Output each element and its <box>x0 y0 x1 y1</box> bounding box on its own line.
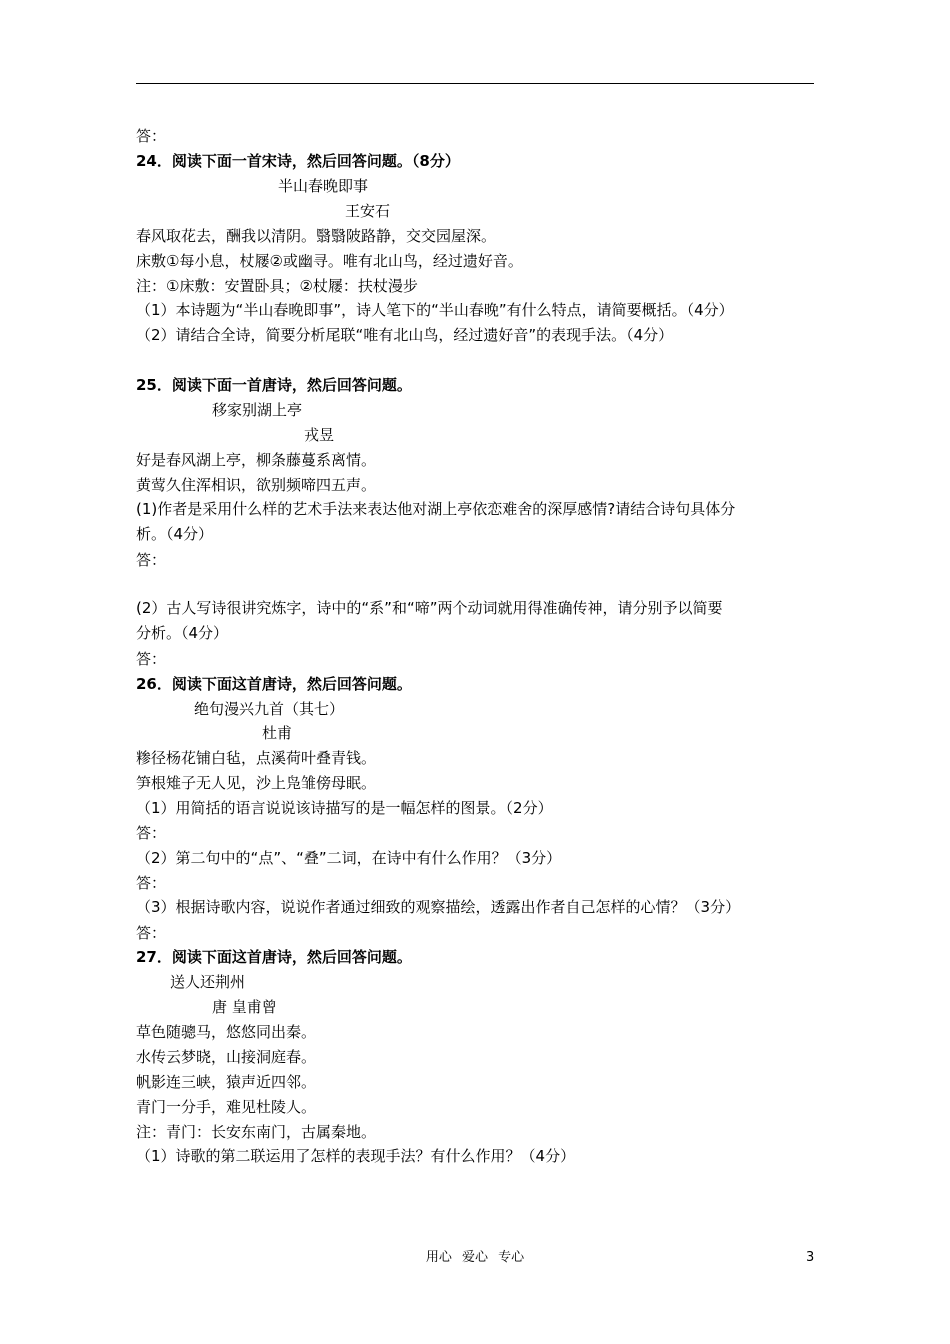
poem-27-line-4: 青门一分手，难见杜陵人。 <box>136 1098 317 1116</box>
poem-25-title: 移家别湖上亭 <box>212 401 303 419</box>
question-26-3: （3）根据诗歌内容，说说作者通过细致的观察描绘，透露出作者自己怎样的心情？（3分） <box>136 898 741 916</box>
answer-label: 答： <box>136 127 167 145</box>
poem-26-line-2: 笋根雉子无人见，沙上凫雏傍母眠。 <box>136 774 377 792</box>
question-25-2-cont: 分析。（4分） <box>136 624 229 642</box>
poem-24-title: 半山春晚即事 <box>278 177 369 195</box>
poem-26-line-1: 糁径杨花铺白毡，点溪荷叶叠青钱。 <box>136 749 377 767</box>
answer-label: 答： <box>136 874 167 892</box>
answer-label: 答： <box>136 650 167 668</box>
poem-25-line-2: 黄莺久住浑相识，欲别频啼四五声。 <box>136 476 377 494</box>
poem-26-author: 杜甫 <box>262 724 293 742</box>
poem-25-line-1: 好是春风湖上亭，柳条藤蔓系离情。 <box>136 451 377 469</box>
question-24-heading: 24．阅读下面一首宋诗，然后回答问题。（8分） <box>136 152 460 170</box>
question-25-1: (1)作者是采用什么样的艺术手法来表达他对湖上亭依恋难舍的深厚感情?请结合诗句具体分 <box>136 500 736 518</box>
poem-26-title: 绝句漫兴九首（其七） <box>194 700 345 718</box>
question-25-1-cont: 析。（4分） <box>136 525 214 543</box>
question-26-2: （2）第二句中的“点”、“叠”二词，在诗中有什么作用？（3分） <box>136 849 562 867</box>
question-26-1: （1）用简括的语言说说该诗描写的是一幅怎样的图景。（2分） <box>136 799 553 817</box>
question-27-1: （1）诗歌的第二联运用了怎样的表现手法？有什么作用？（4分） <box>136 1147 576 1165</box>
question-24-1: （1）本诗题为“半山春晚即事”，诗人笔下的“半山春晚”有什么特点，请简要概括。（4分） <box>136 301 734 319</box>
answer-label: 答： <box>136 551 167 569</box>
poem-27-title: 送人还荆州 <box>170 973 246 991</box>
question-26-heading: 26．阅读下面这首唐诗，然后回答问题。 <box>136 675 412 693</box>
header-rule <box>136 83 814 84</box>
answer-label: 答： <box>136 924 167 942</box>
poem-27-line-1: 草色随骢马，悠悠同出秦。 <box>136 1023 317 1041</box>
poem-27-line-2: 水传云梦晓，山接洞庭春。 <box>136 1048 317 1066</box>
page-number: 3 <box>806 1250 815 1265</box>
poem-24-note: 注：①床敷：安置卧具；②杖屦：扶杖漫步 <box>136 277 418 295</box>
poem-27-note: 注：青门：长安东南门，古属秦地。 <box>136 1123 377 1141</box>
poem-27-line-3: 帆影连三峡，猿声近四邻。 <box>136 1073 317 1091</box>
poem-24-line-1: 春风取花去，酬我以清阴。翳翳陂路静，交交园屋深。 <box>136 227 497 245</box>
answer-label: 答： <box>136 824 167 842</box>
poem-27-author: 唐 皇甫曾 <box>212 998 277 1016</box>
question-24-2: （2）请结合全诗，简要分析尾联“唯有北山鸟，经过遗好音”的表现手法。（4分） <box>136 326 674 344</box>
question-25-2: (2）古人写诗很讲究炼字，诗中的“系”和“啼”两个动词就用得准确传神，请分别予以简要 <box>136 599 723 617</box>
poem-25-author: 戎昱 <box>304 426 335 444</box>
question-27-heading: 27．阅读下面这首唐诗，然后回答问题。 <box>136 948 412 966</box>
footer-motto: 用心 爱心 专心 <box>425 1250 525 1265</box>
poem-24-line-2: 床敷①每小息，杖屦②或幽寻。唯有北山鸟，经过遗好音。 <box>136 252 523 270</box>
poem-24-author: 王安石 <box>345 202 391 220</box>
question-25-heading: 25．阅读下面一首唐诗，然后回答问题。 <box>136 376 412 394</box>
